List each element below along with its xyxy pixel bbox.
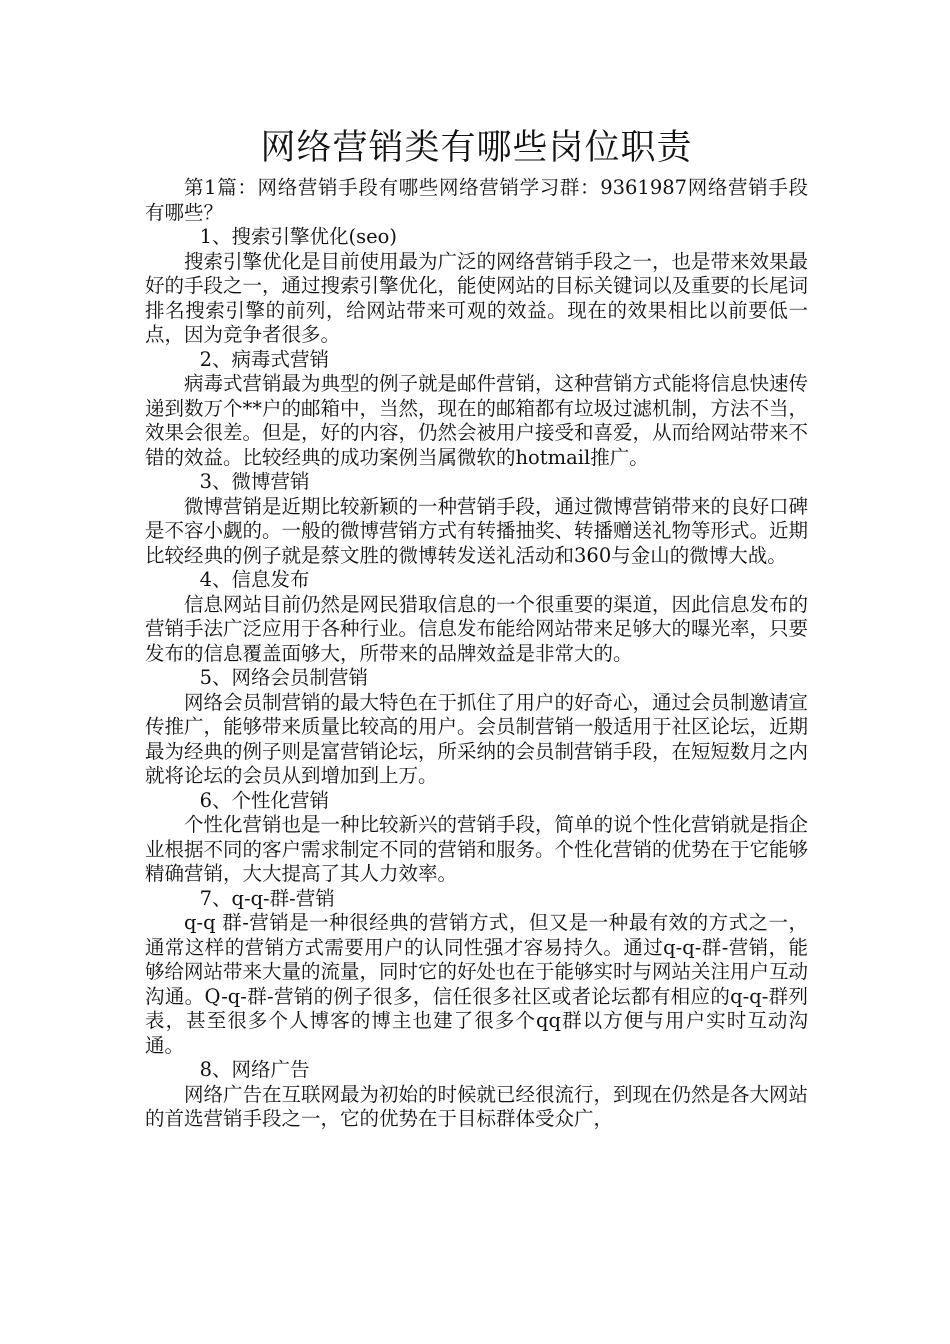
document-body	[145, 124, 808, 1132]
section-heading-viral: 2、病毒式营销	[199, 347, 330, 371]
section-paragraph-personalized: 个性化营销也是一种比较新兴的营销手段，简单的说个性化营销就是指企业根据不同的客户需求制定不同的营销和服务。个性化营销的优势在于它能够精确营销，大大提高了其人力效率。	[145, 813, 809, 885]
section-heading-personalized: 6、个性化营销	[199, 788, 330, 812]
intro-paragraph: 第1篇：网络营销手段有哪些网络营销学习群：9361987网络营销手段有哪些？	[145, 176, 808, 224]
section-heading-seo: 1、搜索引擎优化(seo)	[199, 225, 398, 248]
section-paragraph-seo: 搜索引擎优化是目前使用最为广泛的网络营销手段之一，也是带来效果最好的手段之一，通过搜索引擎优化，能使网站的目标关键词以及重要的长尾词排名搜索引擎的前列，给网站带来可观的效益。现在的效果相比以前要低一点，因为竞争者很多。	[145, 249, 809, 346]
document-title: 网络营销类有哪些岗位职责	[260, 128, 693, 168]
document-content	[145, 176, 808, 1132]
section-paragraph-online-ads: 网络广告在互联网最为初始的时候就已经很流行，到现在仍然是各大网站的首选营销手段之一，它的优势在于目标群体受众广，	[145, 1082, 809, 1130]
section-paragraph-weibo: 微博营销是近期比较新颖的一种营销手段，通过微博营销带来的良好口碑是不容小觑的。一般的微博营销方式有转播抽奖、转播赠送礼物等形式。近期比较经典的例子就是蔡文胜的微博转发送礼活动和360与金山的微博大战。	[145, 494, 809, 567]
section-heading-weibo: 3、微博营销	[199, 470, 310, 493]
section-paragraph-qq-group: q-q 群-营销是一种很经典的营销方式，但又是一种最有效的方式之一，通常这样的营销方式需要用户的认同性强才容易持久。通过q-q-群-营销，能够给网站带来大量的流量，同时它的好处也在于能够实时与网站关注用户互动沟通。Q-q-群-营销的例子很多，信任很多社区或者论坛都有相应的q-q-群列表，甚至很多个人博客的博主也建了很多个qq群以方便与用户实时互动沟通。	[145, 911, 809, 1057]
section-paragraph-viral: 病毒式营销最为典型的例子就是邮件营销，这种营销方式能将信息快速传递到数万个**户的邮箱中，当然，现在的邮箱都有垃圾过滤机制，方法不当，效果会很差。但是，好的内容，仍然会被用户接受和喜爱，从而给网站带来不错的效益。比较经典的成功案例当属微软的hotmail推广。	[145, 372, 809, 469]
section-paragraph-membership: 网络会员制营销的最大特色在于抓住了用户的好奇心，通过会员制邀请宣传推广，能够带来质量比较高的用户。会员制营销一般适用于社区论坛，近期最为经典的例子则是富营销论坛，所采纳的会员制营销手段，在短短数月之内就将论坛的会员从到增加到上万。	[145, 690, 809, 787]
section-heading-qq-group: 7、q-q-群-营销	[199, 886, 335, 910]
section-heading-membership: 5、网络会员制营销	[199, 666, 369, 689]
section-paragraph-info: 信息网站目前仍然是网民猎取信息的一个很重要的渠道，因此信息发布的营销手法广泛应用于各种行业。信息发布能给网站带来足够大的曝光率，只要发布的信息覆盖面够大，所带来的品牌效益是非常大的。	[145, 592, 809, 665]
section-heading-info: 4、信息发布	[199, 568, 310, 591]
section-heading-online-ads: 8、网络广告	[199, 1058, 310, 1081]
